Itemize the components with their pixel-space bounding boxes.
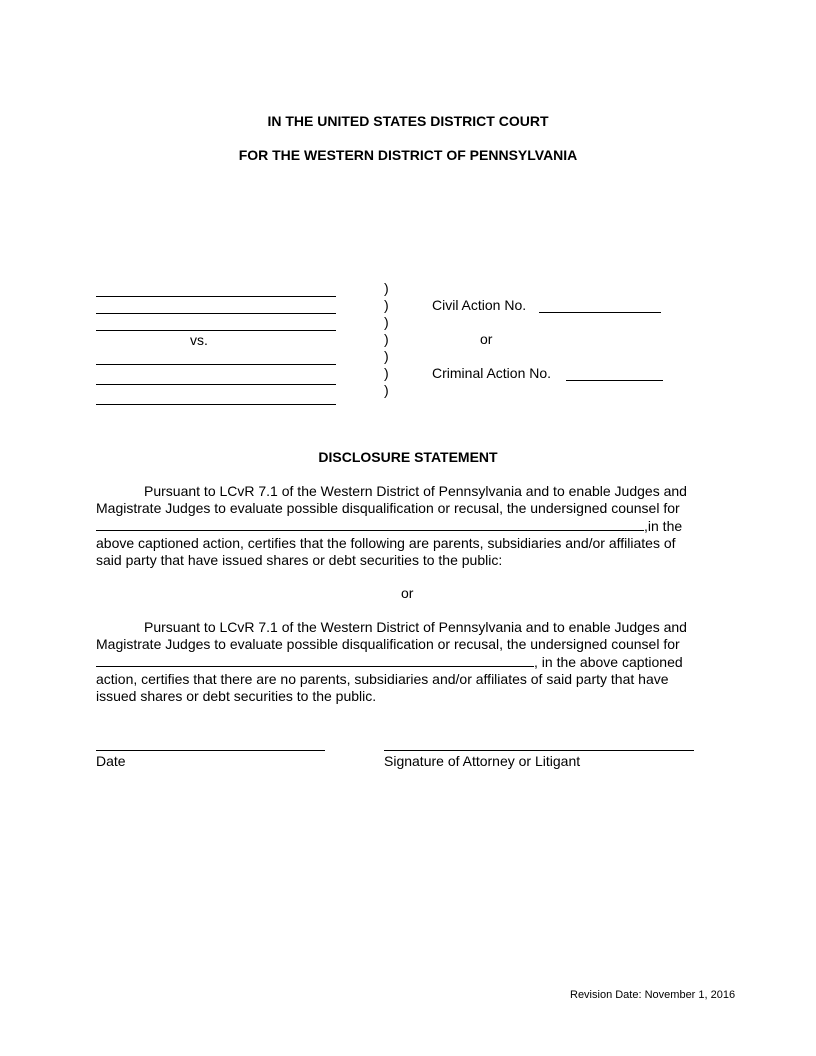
paragraph-line: issued shares or debt securities to the public. bbox=[96, 688, 377, 704]
paragraph-line bbox=[96, 653, 718, 671]
caption-paren: ) bbox=[384, 331, 389, 347]
defendant-blank-2[interactable] bbox=[96, 384, 336, 385]
disclosure-paragraph-1 bbox=[96, 483, 718, 569]
plaintiff-blank-3[interactable] bbox=[96, 330, 336, 331]
party-name-blank[interactable] bbox=[96, 517, 644, 531]
caption-or: or bbox=[480, 331, 493, 347]
paragraph-line: said party that have issued shares or debt securities to the public: bbox=[96, 552, 503, 568]
disclosure-paragraph-2 bbox=[96, 619, 718, 705]
caption-paren: ) bbox=[384, 297, 389, 313]
paragraph-line: Pursuant to LCvR 7.1 of the Western District of Pennsylvania and to enable Judges and bbox=[144, 483, 687, 499]
disclosure-title: DISCLOSURE STATEMENT bbox=[318, 449, 498, 465]
paragraph-line: action, certifies that there are no parents, subsidiaries and/or affiliates of said party that have bbox=[96, 671, 669, 687]
caption-paren: ) bbox=[384, 314, 389, 330]
defendant-blank-1[interactable] bbox=[96, 364, 336, 365]
paragraph-line: above captioned action, certifies that the following are parents, subsidiaries and/or affiliates of bbox=[96, 535, 676, 551]
paragraph-line-tail: ,in the bbox=[644, 518, 683, 534]
defendant-blank-3[interactable] bbox=[96, 404, 336, 405]
statement-or: or bbox=[401, 585, 414, 601]
versus-label: vs. bbox=[190, 332, 208, 348]
revision-date-value: November 1, 2016 bbox=[644, 989, 736, 1001]
caption-paren: ) bbox=[384, 365, 389, 381]
civil-action-number-blank[interactable] bbox=[539, 312, 661, 313]
paragraph-line: Magistrate Judges to evaluate possible disqualification or recusal, the undersigned counsel for bbox=[96, 636, 680, 652]
plaintiff-blank-2[interactable] bbox=[96, 313, 336, 314]
criminal-action-number-blank[interactable] bbox=[566, 380, 663, 381]
plaintiff-blank-1[interactable] bbox=[96, 296, 336, 297]
paragraph-line bbox=[96, 517, 718, 535]
signature-label: Signature of Attorney or Litigant bbox=[384, 753, 581, 769]
caption-paren: ) bbox=[384, 382, 389, 398]
caption-paren: ) bbox=[384, 348, 389, 364]
revision-date-label: Revision Date: bbox=[570, 989, 642, 1001]
date-blank[interactable] bbox=[96, 750, 325, 751]
court-heading-line1: IN THE UNITED STATES DISTRICT COURT bbox=[267, 113, 549, 129]
paragraph-line: Magistrate Judges to evaluate possible disqualification or recusal, the undersigned counsel for bbox=[96, 500, 680, 516]
paragraph-line: Pursuant to LCvR 7.1 of the Western District of Pennsylvania and to enable Judges and bbox=[144, 619, 687, 635]
caption-paren: ) bbox=[384, 280, 389, 296]
revision-date bbox=[570, 989, 735, 1001]
party-name-blank[interactable] bbox=[96, 653, 534, 667]
court-heading-line2: FOR THE WESTERN DISTRICT OF PENNSYLVANIA bbox=[238, 147, 578, 163]
signature-blank[interactable] bbox=[384, 750, 694, 751]
date-label: Date bbox=[96, 753, 126, 769]
criminal-action-label: Criminal Action No. bbox=[432, 365, 552, 381]
paragraph-line-tail: , in the above captioned bbox=[534, 654, 683, 670]
civil-action-label: Civil Action No. bbox=[432, 297, 527, 313]
